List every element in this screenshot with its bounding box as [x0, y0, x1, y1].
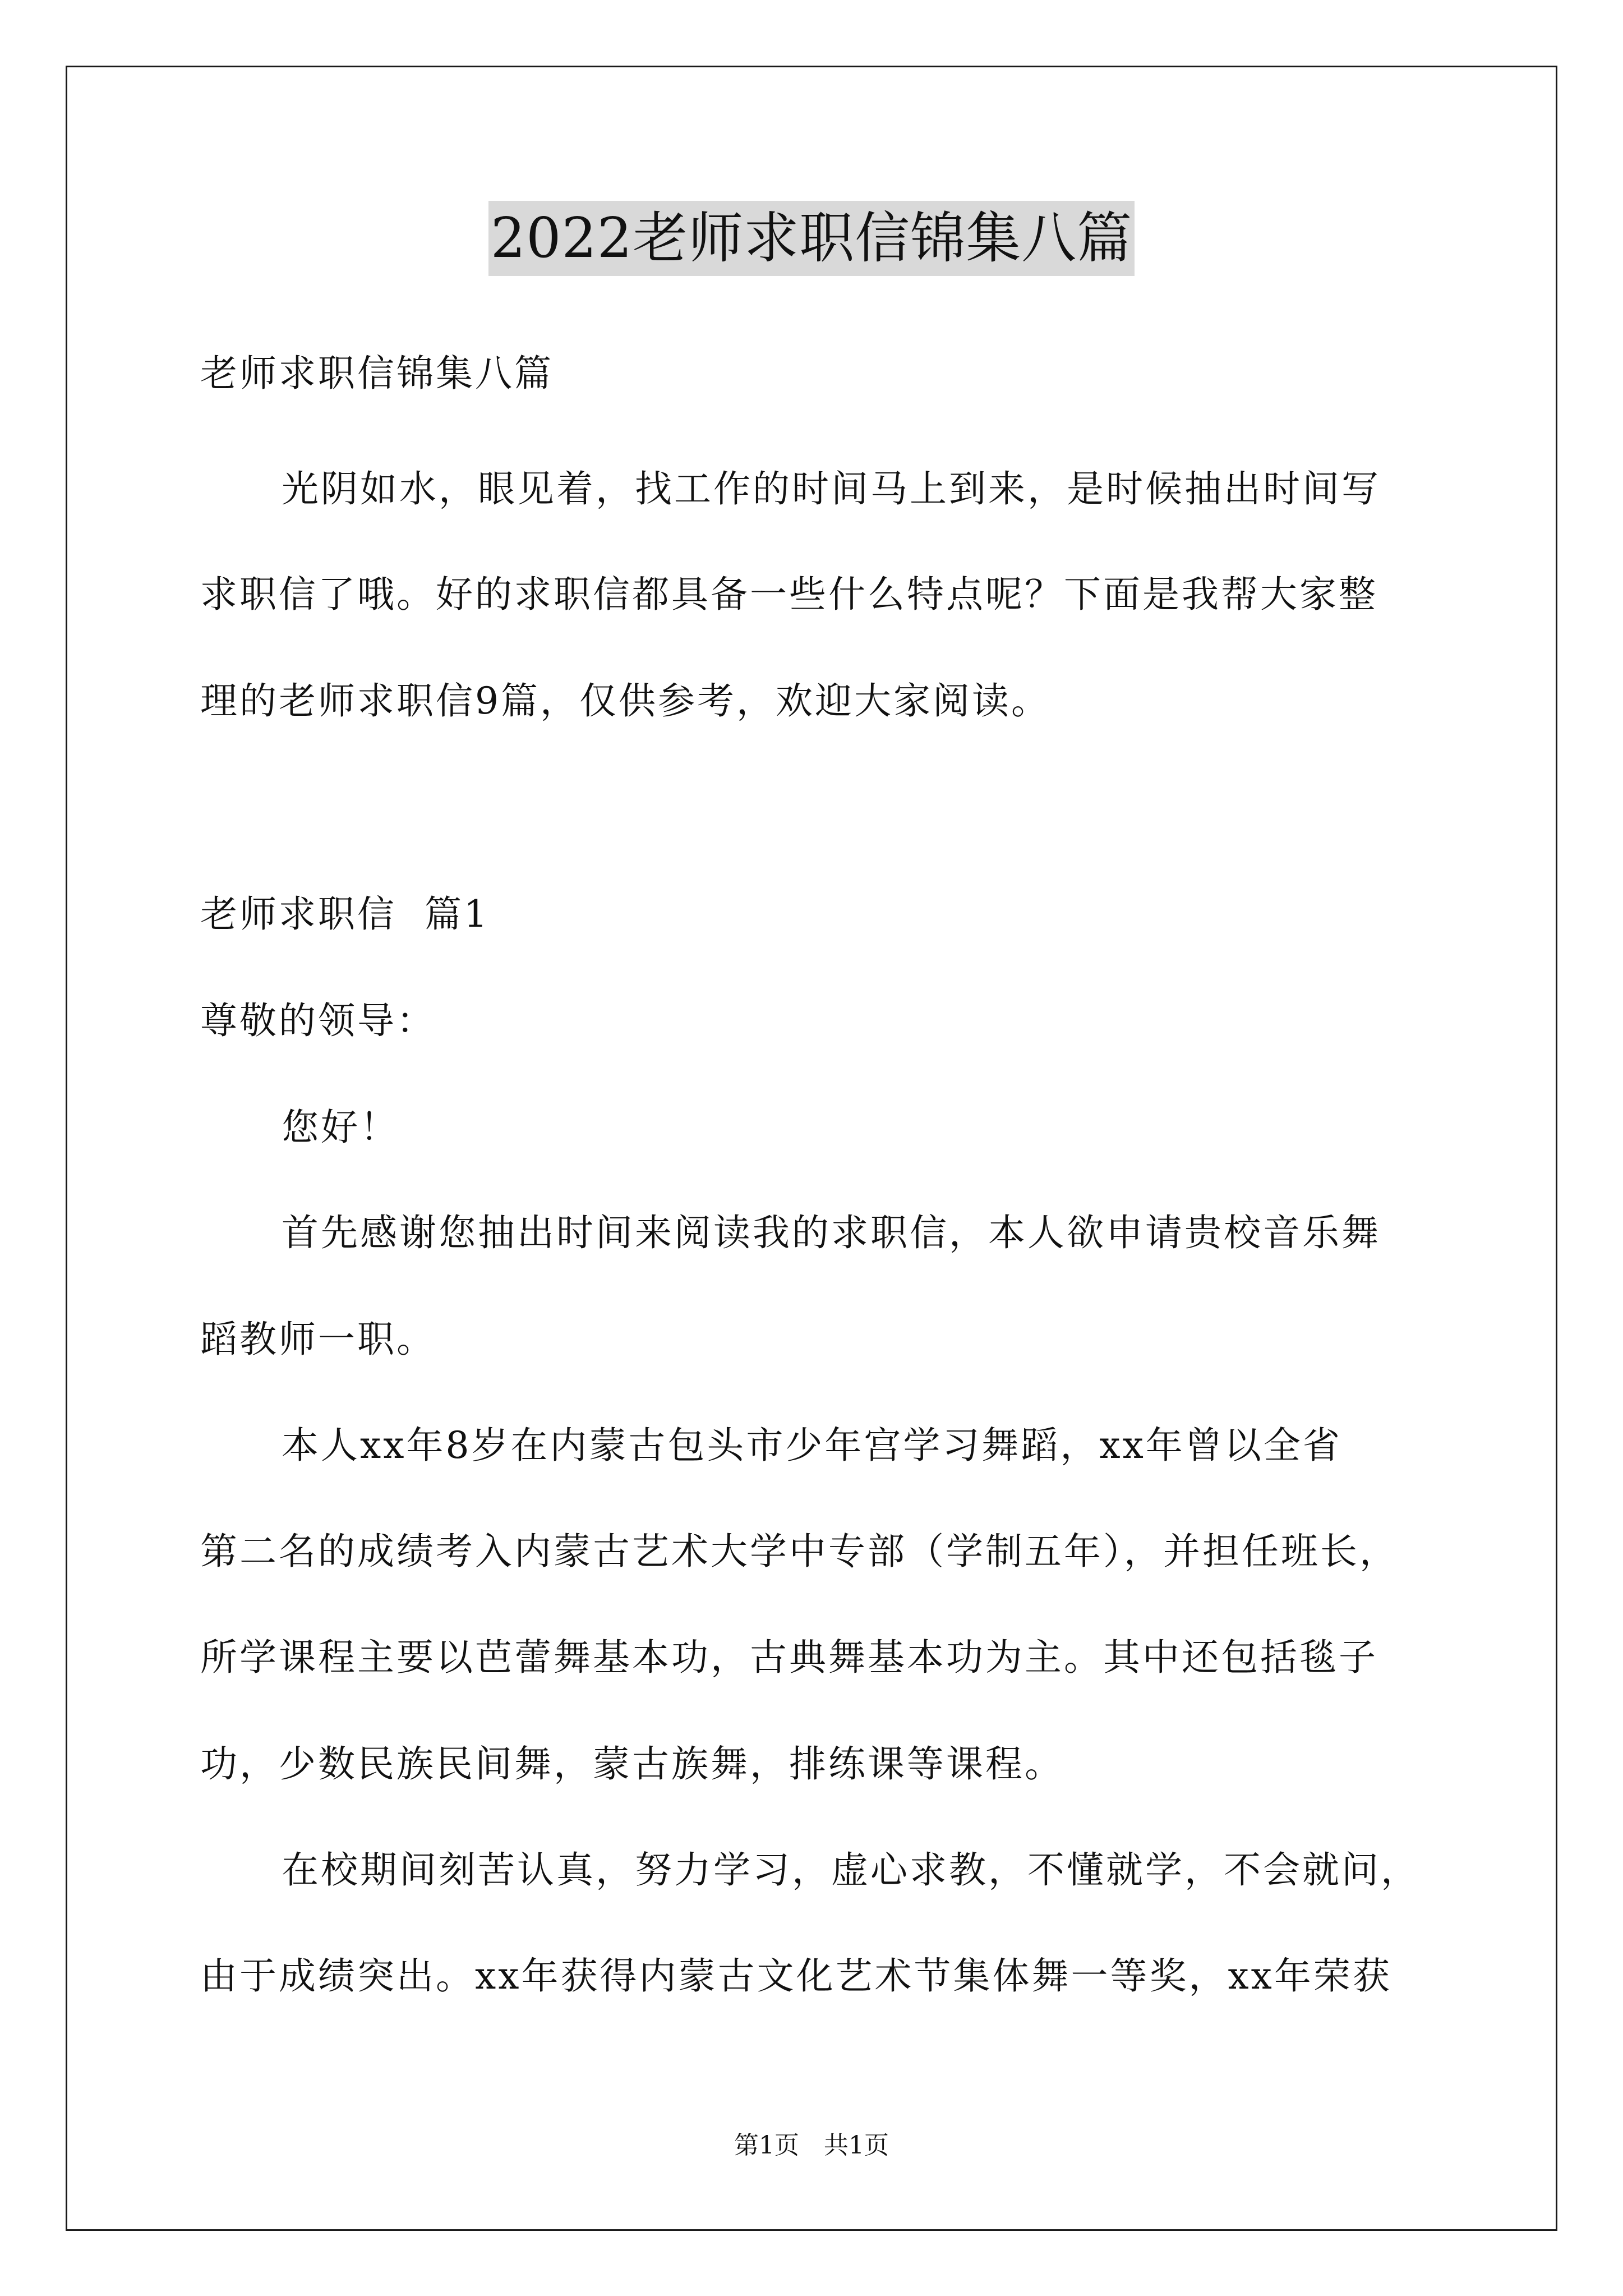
page-total: 共1页: [824, 2131, 889, 2160]
para2-line-4: 功，少数民族民间舞，蒙古族舞，排练课等课程。: [200, 1742, 1064, 1786]
section-heading: 老师求职信 篇1: [200, 892, 490, 936]
intro-line-2: 求职信了哦。好的求职信都具备一些什么特点呢？下面是我帮大家整: [200, 573, 1378, 616]
document-subtitle: 老师求职信锦集八篇: [200, 352, 554, 395]
para3-line-2: 由于成绩突出。xx年获得内蒙古文化艺术节集体舞一等奖，xx年荣获: [200, 1954, 1392, 1998]
para2-line-1: 本人xx年8岁在内蒙古包头市少年宫学习舞蹈，xx年曾以全省: [282, 1424, 1342, 1467]
intro-line-3: 理的老师求职信9篇，仅供参考，欢迎大家阅读。: [200, 679, 1050, 723]
para2-line-2: 第二名的成绩考入内蒙古艺术大学中专部（学制五年），并担任班长，: [200, 1530, 1399, 1573]
title-container: [0, 201, 1623, 276]
intro-line-1: 光阴如水，眼见着，找工作的时间马上到来，是时候抽出时间写: [282, 467, 1381, 510]
salutation: 尊敬的领导：: [200, 999, 436, 1042]
greeting: 您好！: [282, 1106, 399, 1149]
para3-line-1: 在校期间刻苦认真，努力学习，虚心求教，不懂就学，不会就问，: [282, 1848, 1420, 1892]
para1-line-2: 蹈教师一职。: [200, 1318, 436, 1361]
document-title: 2022老师求职信锦集八篇: [488, 201, 1135, 276]
para1-line-1: 首先感谢您抽出时间来阅读我的求职信，本人欲申请贵校音乐舞: [282, 1211, 1381, 1254]
page-number: 第1页: [734, 2131, 799, 2160]
para2-line-3: 所学课程主要以芭蕾舞基本功，古典舞基本功为主。其中还包括毯子: [200, 1636, 1378, 1679]
page-footer: [0, 2129, 1623, 2162]
